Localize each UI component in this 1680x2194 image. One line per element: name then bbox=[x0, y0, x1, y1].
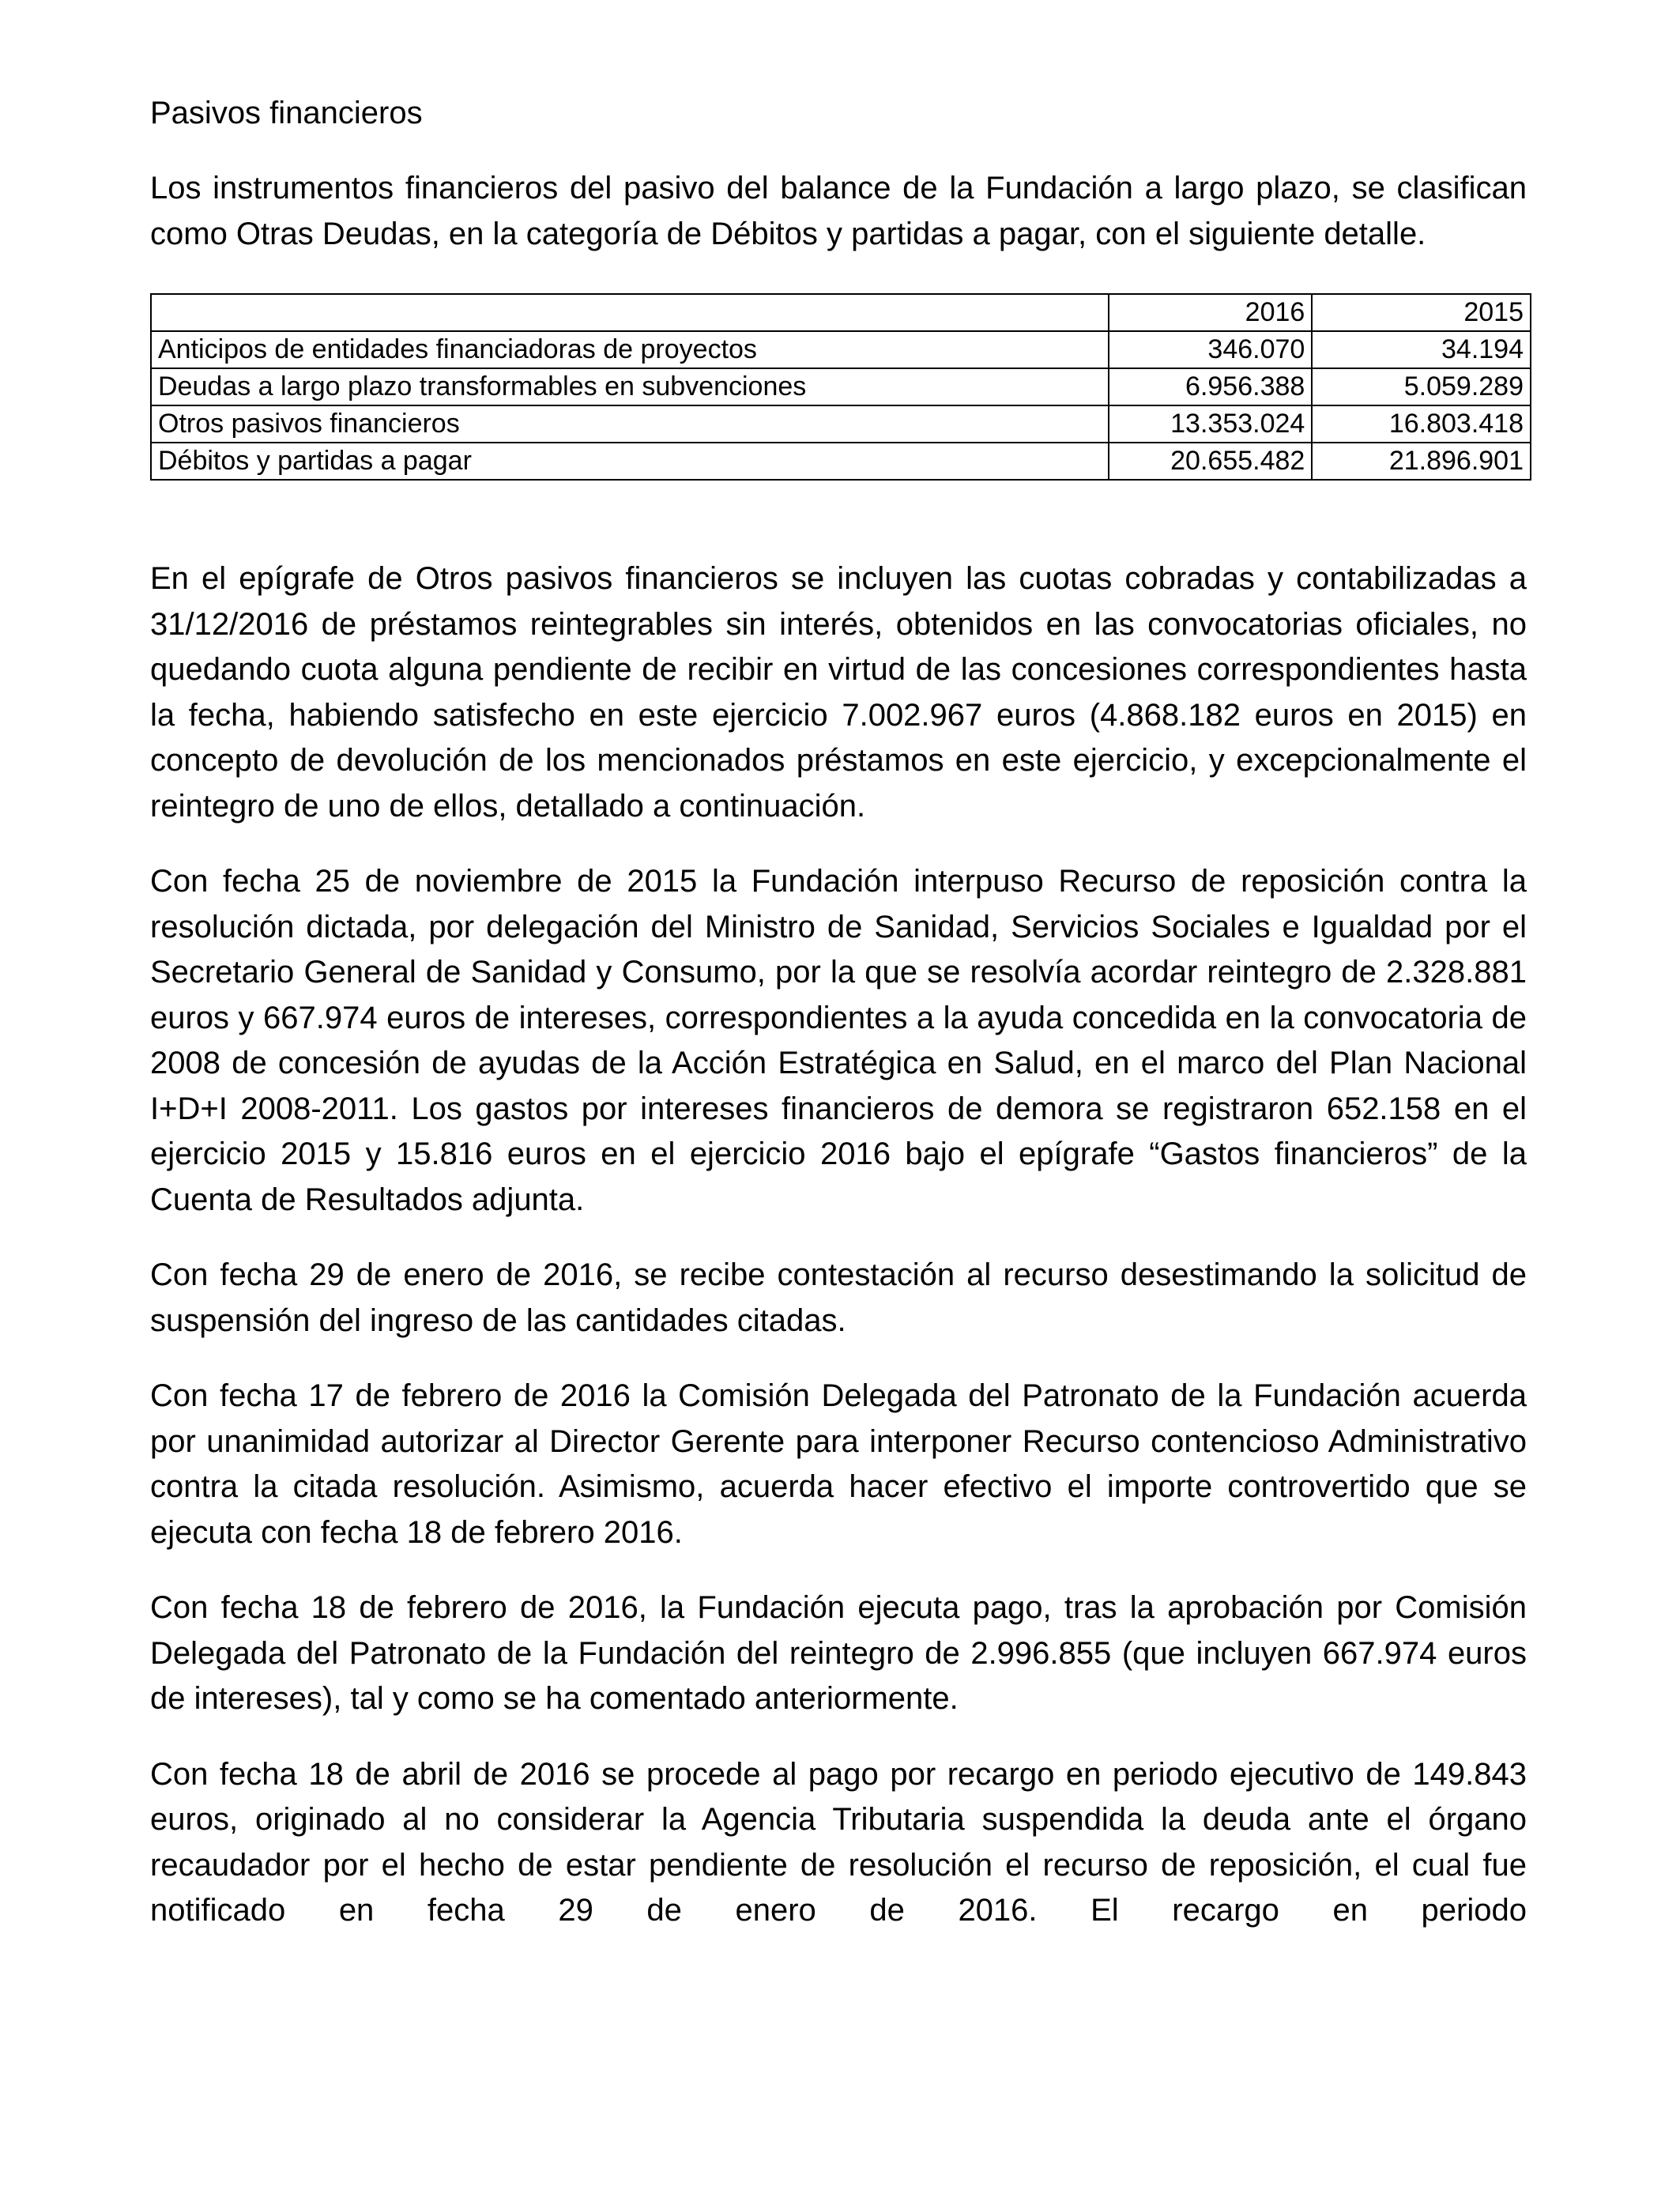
row-value-2016: 6.956.388 bbox=[1109, 368, 1312, 405]
paragraph-contestacion-recurso: Con fecha 29 de enero de 2016, se recibe contestación al recurso desestimando la solicitud de suspensión del ingreso de las cantidades citadas. bbox=[150, 1257, 1527, 1338]
paragraph-comision-delegada: Con fecha 17 de febrero de 2016 la Comisión Delegada del Patronato de la Fundación acuerda por unanimidad autorizar al Director Gerente para interponer Recurso contencioso Administrativo contra la citada resolución. Asimismo, acuerda hacer efectivo el importe controvertido que se ejecuta con fecha 18 de febrero 2016. bbox=[150, 1378, 1527, 1550]
row-value-2015: 5.059.289 bbox=[1312, 368, 1531, 405]
paragraph-pago-reintegro: Con fecha 18 de febrero de 2016, la Fundación ejecuta pago, tras la aprobación por Comisión Delegada del Patronato de la Fundación del reintegro de 2.996.855 (que incluyen 667.974 euros de intereses), tal y como se ha comentado anteriormente. bbox=[150, 1590, 1527, 1716]
row-value-2015: 21.896.901 bbox=[1312, 443, 1531, 480]
table-row bbox=[151, 331, 1531, 368]
row-value-2016: 20.655.482 bbox=[1109, 443, 1312, 480]
paragraph-otros-pasivos: En el epígrafe de Otros pasivos financieros se incluyen las cuotas cobradas y contabilizadas a 31/12/2016 de préstamos reintegrables sin interés, obtenidos en las convocatorias oficiales, no quedando cuota alguna pendiente de recibir en virtud de las concesiones correspondientes hasta la fecha, habiendo satisfecho en este ejercicio 7.002.967 euros (4.868.182 euros en 2015) en concepto de devolución de los mencionados préstamos en este ejercicio, y excepcionalmente el reintegro de uno de ellos, detallado a continuación. bbox=[150, 561, 1527, 824]
document-page bbox=[150, 93, 1527, 1934]
row-concept: Débitos y partidas a pagar bbox=[151, 443, 1109, 480]
financial-liabilities-table bbox=[150, 293, 1531, 481]
header-cell-concept bbox=[151, 294, 1109, 331]
row-value-2016: 13.353.024 bbox=[1109, 405, 1312, 443]
table-row bbox=[151, 405, 1531, 443]
row-concept: Deudas a largo plazo transformables en subvenciones bbox=[151, 368, 1109, 405]
header-cell-2015: 2015 bbox=[1312, 294, 1531, 331]
row-concept: Otros pasivos financieros bbox=[151, 405, 1109, 443]
row-value-2016: 346.070 bbox=[1109, 331, 1312, 368]
row-concept: Anticipos de entidades financiadoras de proyectos bbox=[151, 331, 1109, 368]
paragraph-recurso-reposicion: Con fecha 25 de noviembre de 2015 la Fundación interpuso Recurso de reposición contra la resolución dictada, por delegación del Ministro de Sanidad, Servicios Sociales e Igualdad por el Secretario General de Sanidad y Consumo, por la que se resolvía acordar reintegro de 2.328.881 euros y 667.974 euros de intereses, correspondientes a la ayuda concedida en la convocatoria de 2008 de concesión de ayudas de la Acción Estratégica en Salud, en el marco del Plan Nacional I+D+I 2008-2011. Los gastos por intereses financieros de demora se registraron 652.158 en el ejercicio 2015 y 15.816 euros en el ejercicio 2016 bajo el epígrafe “Gastos financieros” de la Cuenta de Resultados adjunta. bbox=[150, 864, 1527, 1217]
row-value-2015: 34.194 bbox=[1312, 331, 1531, 368]
table-row bbox=[151, 443, 1531, 480]
table-header-row bbox=[151, 294, 1531, 331]
section-heading: Pasivos financieros bbox=[150, 96, 423, 130]
intro-paragraph: Los instrumentos financieros del pasivo del balance de la Fundación a largo plazo, se clasifican como Otras Deudas, en la categoría de Débitos y partidas a pagar, con el siguiente detalle. bbox=[150, 171, 1527, 251]
table-row bbox=[151, 368, 1531, 405]
paragraph-recargo-periodo-ejecutivo: Con fecha 18 de abril de 2016 se procede al pago por recargo en periodo ejecutivo de 149.843 euros, originado al no considerar la Agencia Tributaria suspendida la deuda ante el órgano recaudador por el hecho de estar pendiente de resolución el recurso de reposición, el cual fue notificado en fecha 29 de enero de 2016. El recargo en periodo bbox=[150, 1756, 1527, 1928]
header-cell-2016: 2016 bbox=[1109, 294, 1312, 331]
row-value-2015: 16.803.418 bbox=[1312, 405, 1531, 443]
